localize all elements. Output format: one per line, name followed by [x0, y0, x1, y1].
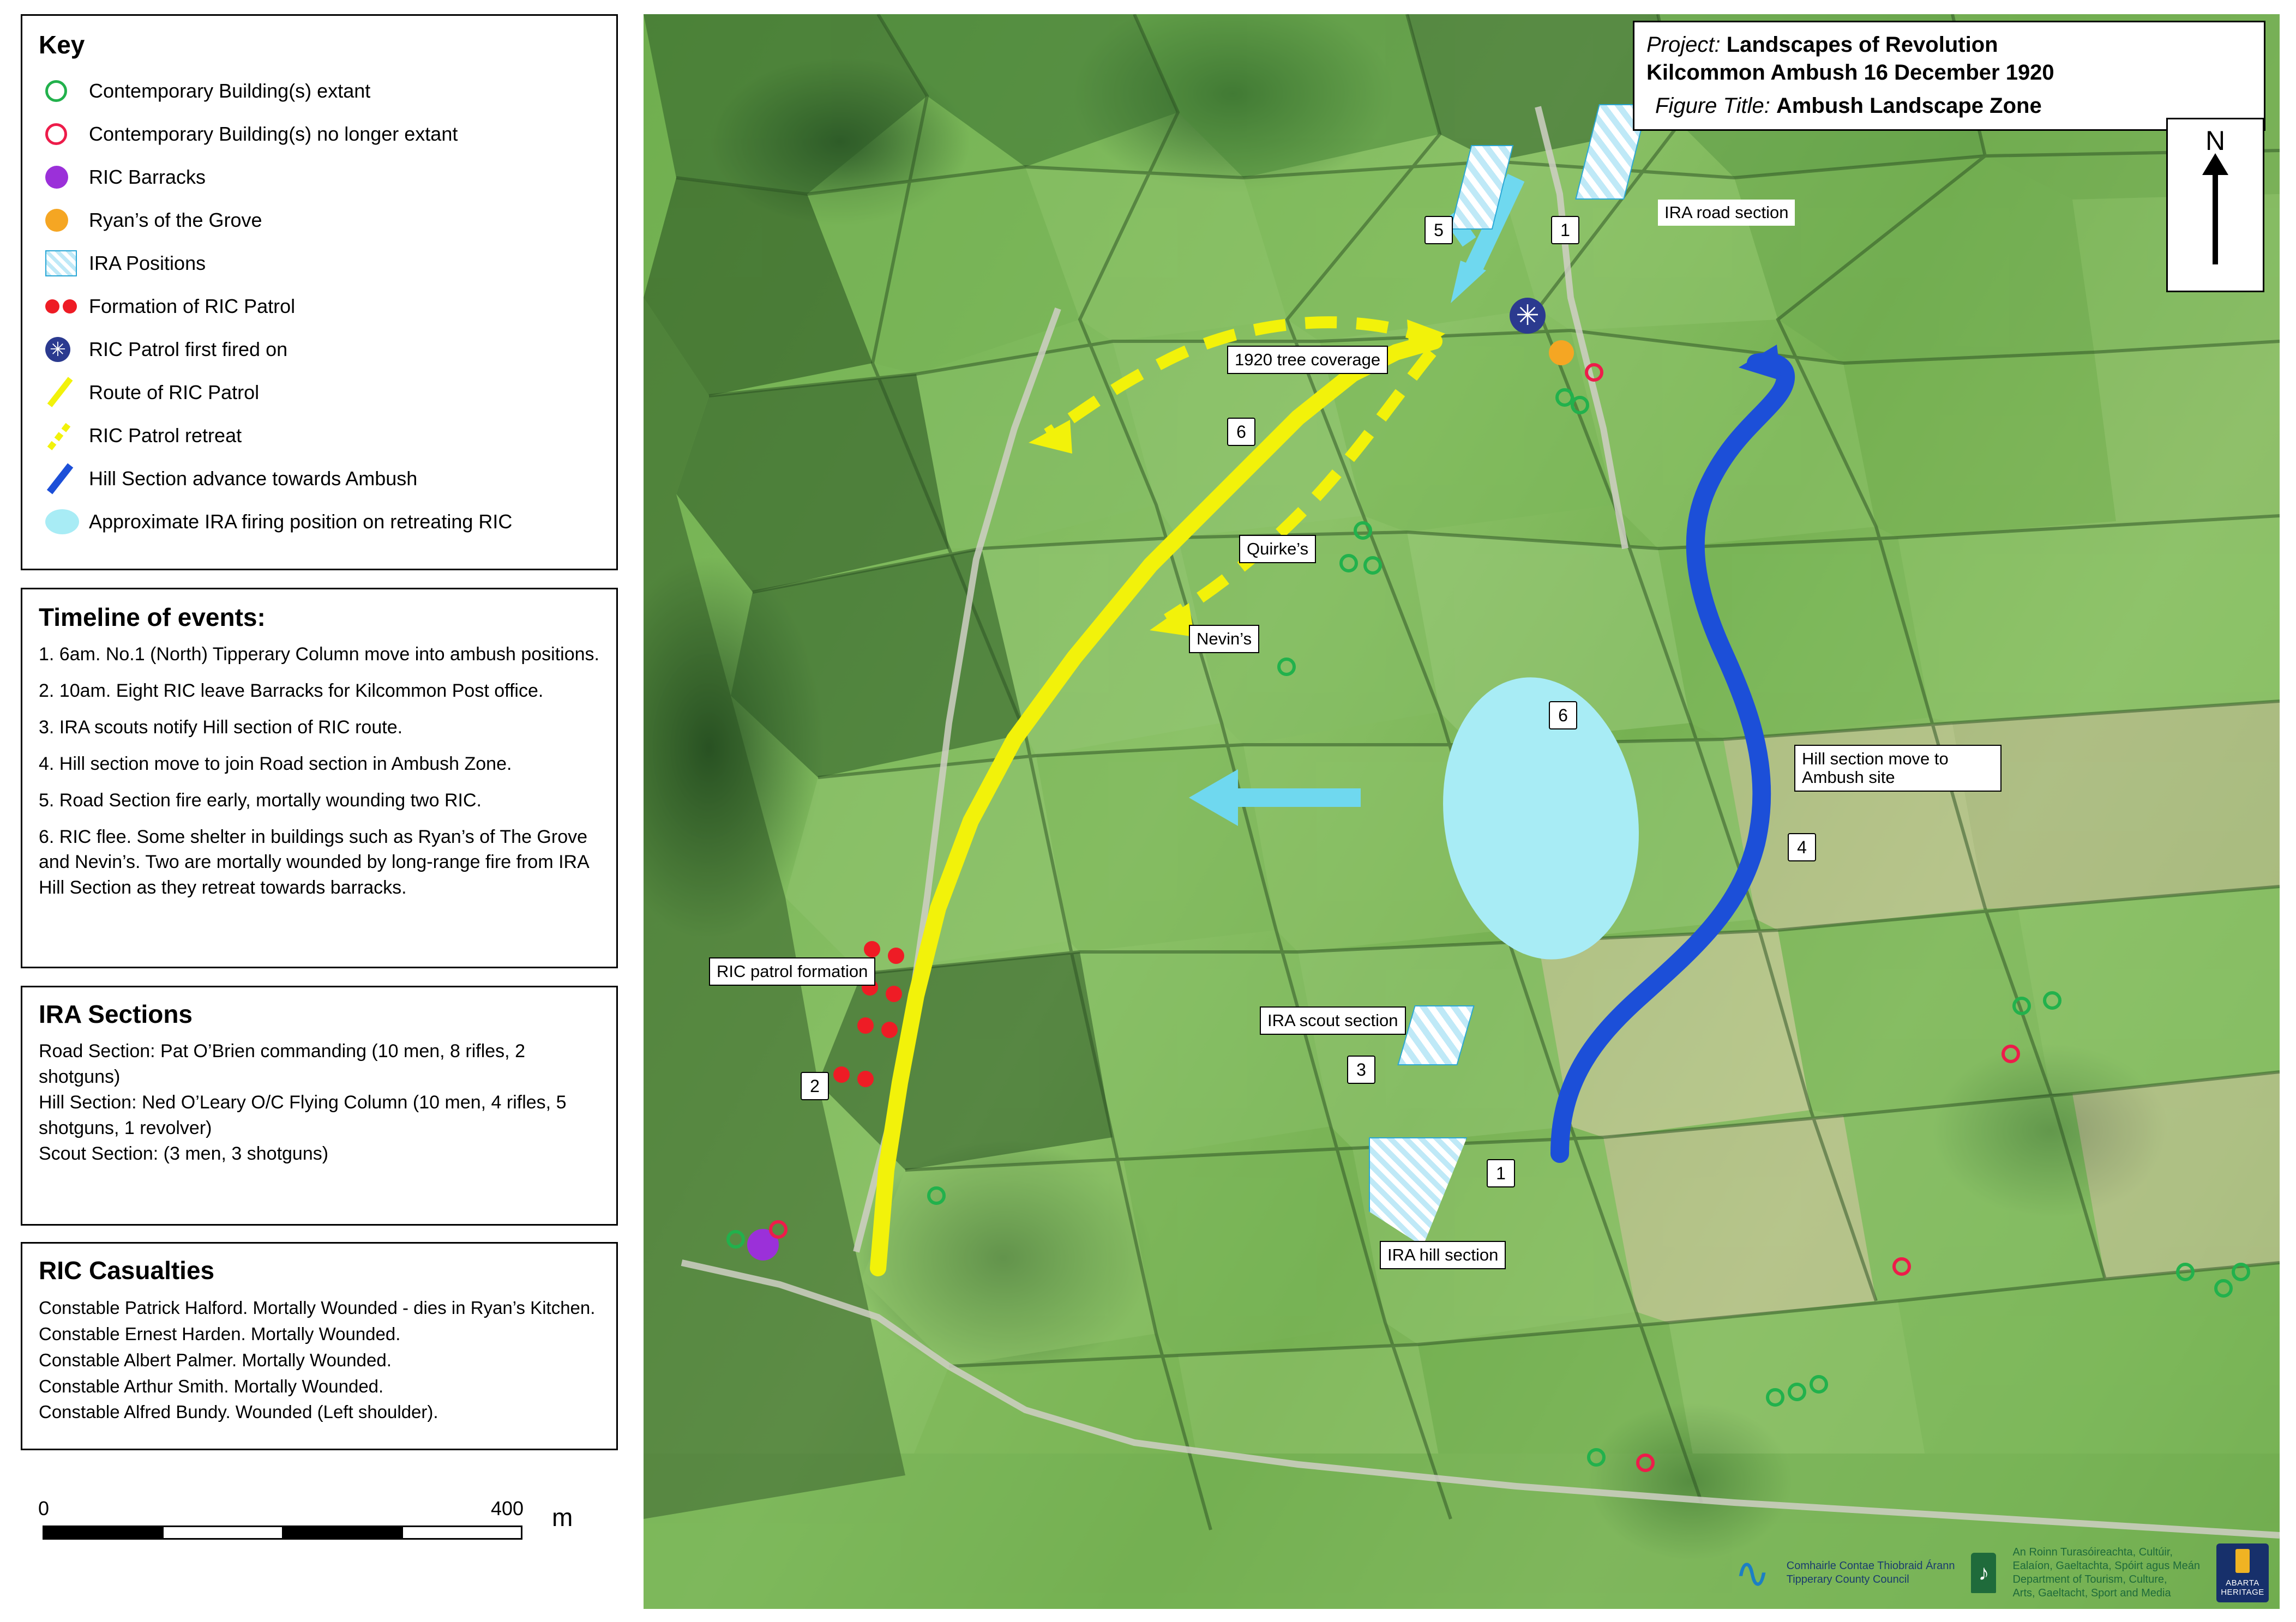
yellow-dashed-line-icon: [39, 419, 89, 453]
figure-title-line: [1646, 92, 2252, 120]
dept-irish-line-2: Ealaíon, Gaeltachta, Spóirt agus Meán: [2012, 1560, 2200, 1572]
label-ira-road-section: IRA road section: [1658, 200, 1795, 226]
key-item-label: RIC Patrol retreat: [89, 424, 242, 447]
building-marker-red: [2002, 1045, 2020, 1063]
key-item-contemporary-extant: [39, 69, 600, 112]
building-marker-green: [2012, 997, 2031, 1015]
yellow-line-icon: [39, 376, 89, 409]
ric-formation-dot: [881, 1022, 898, 1038]
project-label: Project:: [1646, 33, 1721, 57]
building-marker-green: [1354, 521, 1372, 540]
building-marker-red: [1636, 1454, 1655, 1472]
label-ira-scout-section: IRA scout section: [1260, 1006, 1406, 1035]
tcc-irish-name: Comhairle Contae Thiobraid Árann: [1786, 1560, 1955, 1572]
ric-casualty-line: Constable Patrick Halford. Mortally Wounded - dies in Ryan’s Kitchen.: [39, 1298, 596, 1318]
footer-logos: [1734, 1540, 2269, 1606]
building-marker-green: [2176, 1263, 2195, 1281]
figure-label: Figure Title:: [1655, 94, 1770, 118]
ira-section-line: Road Section: Pat O’Brien commanding (10 men, 8 rifles, 2 shotguns): [39, 1041, 525, 1087]
orange-dot-icon: [39, 203, 89, 237]
ric-casualties-box: [21, 1242, 618, 1450]
project-title-line-2: [1646, 59, 2252, 87]
key-item-label: RIC Patrol first fired on: [89, 337, 288, 360]
key-item-label: Hill Section advance towards Ambush: [89, 467, 418, 490]
scale-bar-ticks: [43, 1525, 522, 1540]
key-heading: Key: [39, 31, 85, 59]
timeline-item: 5. Road Section fire early, mortally wounding two RIC.: [39, 789, 482, 811]
step-badge-1-road: 1: [1551, 216, 1579, 244]
building-marker-green: [1587, 1448, 1606, 1467]
step-badge-2: 2: [801, 1072, 829, 1100]
key-item-label: RIC Barracks: [89, 165, 206, 188]
tipperary-council-swirl-icon: ∿: [1734, 1548, 1770, 1597]
dept-english-line-2: Arts, Gaeltacht, Sport and Media: [2012, 1587, 2171, 1599]
key-item-ric-barracks: [39, 155, 600, 198]
building-marker-green: [2214, 1279, 2233, 1298]
building-marker-green: [726, 1230, 745, 1249]
ric-casualty-line: Constable Ernest Harden. Mortally Wounded.: [39, 1323, 401, 1344]
key-item-label: IRA Positions: [89, 251, 206, 274]
key-item-hill-section-advance: [39, 457, 600, 500]
key-item-first-fired-on: [39, 328, 600, 371]
building-marker-green: [1363, 556, 1382, 575]
building-marker-green: [1571, 396, 1589, 414]
building-marker-green: [927, 1186, 946, 1205]
key-item-label: Approximate IRA firing position on retreating RIC: [89, 510, 513, 533]
timeline-heading: Timeline of events:: [39, 603, 266, 631]
building-marker-red: [769, 1220, 788, 1239]
department-text: [2012, 1546, 2200, 1600]
north-letter: N: [2205, 125, 2226, 156]
building-marker-green: [1810, 1375, 1828, 1394]
key-item-label: Contemporary Building(s) extant: [89, 79, 371, 102]
key-item-contemporary-not-extant: [39, 112, 600, 155]
step-badge-1-hill: 1: [1487, 1159, 1515, 1187]
ric-formation-dot: [833, 1066, 850, 1083]
two-red-dots-icon: [39, 290, 89, 323]
key-item-approx-ira-firing-position: [39, 500, 600, 543]
blue-hatch-swatch-icon: [39, 246, 89, 280]
cyan-ellipse-icon: [39, 505, 89, 539]
title-block: [1633, 21, 2265, 131]
timeline-item: 1. 6am. No.1 (North) Tipperary Column move into ambush positions.: [39, 644, 600, 665]
ric-patrol-first-fired-on-marker: [1510, 298, 1546, 334]
abarta-heritage-logo: ABARTA HERITAGE: [2216, 1543, 2269, 1602]
building-marker-green: [1788, 1383, 1806, 1401]
purple-dot-icon: [39, 160, 89, 194]
key-item-label: Route of RIC Patrol: [89, 381, 260, 403]
project-value-2: Kilcommon Ambush 16 December 1920: [1646, 61, 2054, 85]
key-item-label: Ryan’s of the Grove: [89, 208, 262, 231]
ira-section-line: Hill Section: Ned O’Leary O/C Flying Column (10 men, 4 rifles, 5 shotguns, 1 revolver): [39, 1092, 567, 1138]
green-circle-outline-icon: [39, 74, 89, 108]
timeline-item: 6. RIC flee. Some shelter in buildings such as Ryan’s of The Grove and Nevin’s. Two are mortally wounded by long-range fire from IRA Hill Section as they retreat towards barracks.: [39, 826, 588, 899]
aerial-map[interactable]: [644, 14, 2280, 1609]
label-ira-hill-section: IRA hill section: [1380, 1241, 1506, 1269]
ira-sections-heading: IRA Sections: [39, 1000, 193, 1028]
key-item-ric-patrol-retreat: [39, 414, 600, 457]
ira-sections-box: [21, 986, 618, 1226]
figure-value: Ambush Landscape Zone: [1776, 94, 2042, 118]
project-value-1: Landscapes of Revolution: [1726, 33, 1998, 57]
step-badge-6-firing: 6: [1549, 701, 1577, 729]
ric-formation-dot: [886, 986, 902, 1002]
ric-casualty-line: Constable Albert Palmer. Mortally Wounded.: [39, 1349, 392, 1370]
label-quirkes: Quirke’s: [1239, 535, 1316, 563]
label-1920-tree-coverage: 1920 tree coverage: [1227, 346, 1388, 374]
red-circle-outline-icon: [39, 117, 89, 151]
blue-line-icon: [39, 462, 89, 496]
timeline-box: [21, 588, 618, 968]
scale-bar-max-label: 400: [491, 1497, 524, 1520]
ric-casualty-line: Constable Arthur Smith. Mortally Wounded.: [39, 1376, 384, 1396]
timeline-item: 2. 10am. Eight RIC leave Barracks for Kilcommon Post office.: [39, 680, 544, 701]
key-item-ryans-of-the-grove: [39, 198, 600, 242]
key-item-ira-positions: [39, 242, 600, 285]
label-ric-patrol-formation: RIC patrol formation: [709, 957, 875, 986]
scale-bar-unit-label: m: [552, 1503, 573, 1531]
step-badge-4: 4: [1788, 833, 1816, 861]
label-nevins: Nevin’s: [1189, 625, 1259, 653]
ric-casualty-line: Constable Alfred Bundy. Wounded (Left shoulder).: [39, 1402, 438, 1422]
dept-irish-line-1: An Roinn Turasóireachta, Cultúir,: [2012, 1546, 2173, 1558]
ryans-of-the-grove-marker: [1549, 340, 1574, 365]
ric-formation-dot: [888, 948, 904, 964]
ira-section-line: Scout Section: (3 men, 3 shotguns): [39, 1143, 329, 1164]
key-item-route-of-ric-patrol: [39, 371, 600, 414]
timeline-item: 4. Hill section move to join Road section in Ambush Zone.: [39, 753, 512, 774]
left-information-panel: [0, 0, 644, 1622]
building-marker-red: [1892, 1257, 1911, 1276]
ric-casualties-heading: RIC Casualties: [39, 1256, 215, 1285]
building-marker-green: [2232, 1263, 2250, 1281]
key-item-label: Formation of RIC Patrol: [89, 294, 296, 317]
tcc-english-name: Tipperary County Council: [1786, 1573, 1909, 1585]
key-item-label: Contemporary Building(s) no longer extant: [89, 122, 458, 145]
key-item-ric-patrol-formation: [39, 285, 600, 328]
building-marker-green: [2043, 991, 2061, 1010]
project-title-line-1: [1646, 31, 2252, 59]
building-marker-green: [1339, 554, 1358, 572]
north-arrow-icon: [2213, 172, 2218, 264]
label-hill-section-move: Hill section move to Ambush site: [1794, 745, 2002, 792]
ric-formation-dot: [857, 1071, 874, 1087]
north-arrow: [2166, 118, 2264, 292]
building-marker-green-nevins: [1277, 658, 1296, 676]
building-marker-red: [1585, 363, 1603, 382]
step-badge-6-retreat: 6: [1227, 418, 1255, 446]
harp-icon: [1971, 1553, 1996, 1593]
ric-formation-dot: [864, 941, 880, 957]
scale-bar-min-label: 0: [38, 1497, 50, 1520]
step-badge-5: 5: [1425, 216, 1453, 244]
key-legend-box: [21, 14, 618, 570]
dept-english-line-1: Department of Tourism, Culture,: [2012, 1573, 2167, 1585]
timeline-item: 3. IRA scouts notify Hill section of RIC route.: [39, 716, 403, 738]
tipperary-council-text: [1787, 1559, 1955, 1587]
step-badge-3: 3: [1347, 1056, 1375, 1084]
scale-bar: [33, 1494, 573, 1570]
building-marker-green: [1766, 1388, 1784, 1407]
ric-formation-dot: [857, 1017, 874, 1034]
blue-star-marker-icon: [39, 333, 89, 366]
